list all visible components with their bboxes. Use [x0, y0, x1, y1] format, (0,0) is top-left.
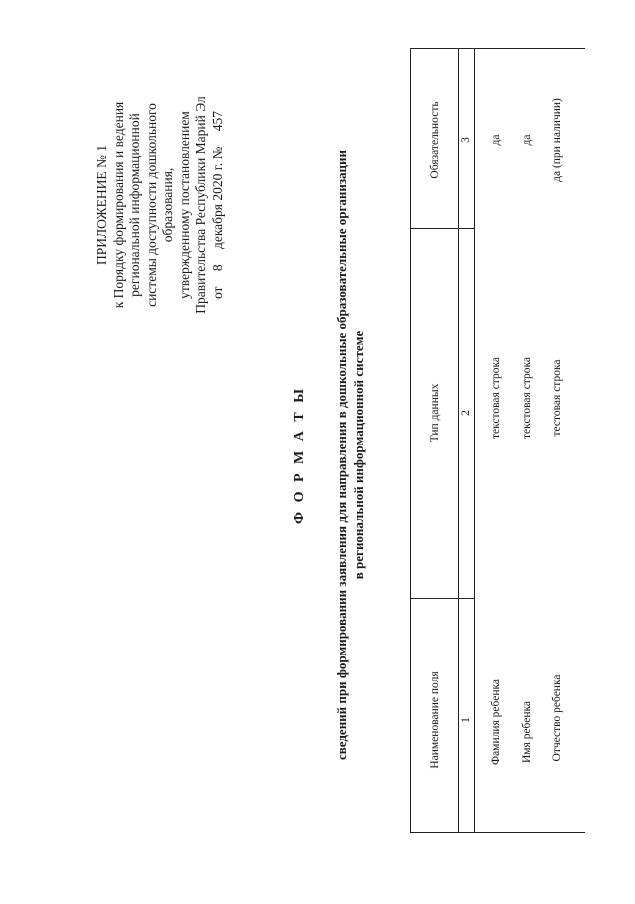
column-header-required: Обязательность	[429, 101, 441, 179]
appendix-line: региональной информационной	[127, 113, 142, 297]
date-day: 8	[209, 264, 225, 272]
date-prefix: от	[209, 286, 225, 300]
table-cell-type: текстовая строка	[521, 357, 533, 439]
table-column-divider	[410, 228, 458, 229]
table-border-bottom	[410, 832, 585, 833]
table-number-line	[474, 48, 475, 833]
table-cell-field: Фамилия ребенка	[490, 678, 502, 766]
table-cell-type: тестовая строка	[551, 359, 563, 437]
table-cell-type: текстовая строка	[490, 357, 502, 439]
table-column-divider	[458, 598, 474, 599]
table-cell-field: Отчество ребенка	[551, 674, 563, 762]
table-column-divider	[410, 598, 458, 599]
appendix-line: образования,	[160, 167, 175, 243]
appendix-date-line	[210, 40, 227, 370]
table-cell-required: да	[521, 134, 533, 146]
table-cell-required: да (при наличии)	[551, 98, 563, 182]
column-number: 1	[460, 717, 472, 723]
column-number: 2	[460, 410, 472, 416]
subtitle-line-1: сведений при формировании заявления для направления в дошкольные образовательные организации	[334, 149, 349, 761]
table-header-line	[410, 48, 411, 833]
table-border-top	[410, 48, 585, 49]
appendix-line: Правительства Республики Марий Эл	[193, 96, 208, 314]
table-column-divider	[458, 228, 474, 229]
table-cell-required: да	[490, 134, 502, 146]
document-title: Ф О Р М А Т Ы	[292, 386, 307, 524]
table-header-line	[458, 48, 459, 833]
column-header-name: Наименование поля	[429, 671, 441, 769]
doc-number: 457	[209, 110, 225, 132]
document-subtitle	[333, 95, 367, 815]
table-cell-field: Имя ребенка	[521, 700, 533, 764]
column-header-type: Тип данных	[429, 383, 441, 443]
appendix-line: утвержденному постановлением	[176, 111, 192, 299]
appendix-line: к Порядку формирования и ведения	[110, 101, 126, 309]
appendix-line: системы доступности дошкольного	[143, 103, 159, 307]
date-rest: декабря 2020 г. №	[209, 146, 225, 250]
appendix-block	[94, 40, 226, 370]
appendix-title: ПРИЛОЖЕНИЕ № 1	[94, 144, 109, 266]
subtitle-line-2: в региональной информационной системе	[351, 330, 366, 580]
column-number: 3	[460, 137, 472, 143]
